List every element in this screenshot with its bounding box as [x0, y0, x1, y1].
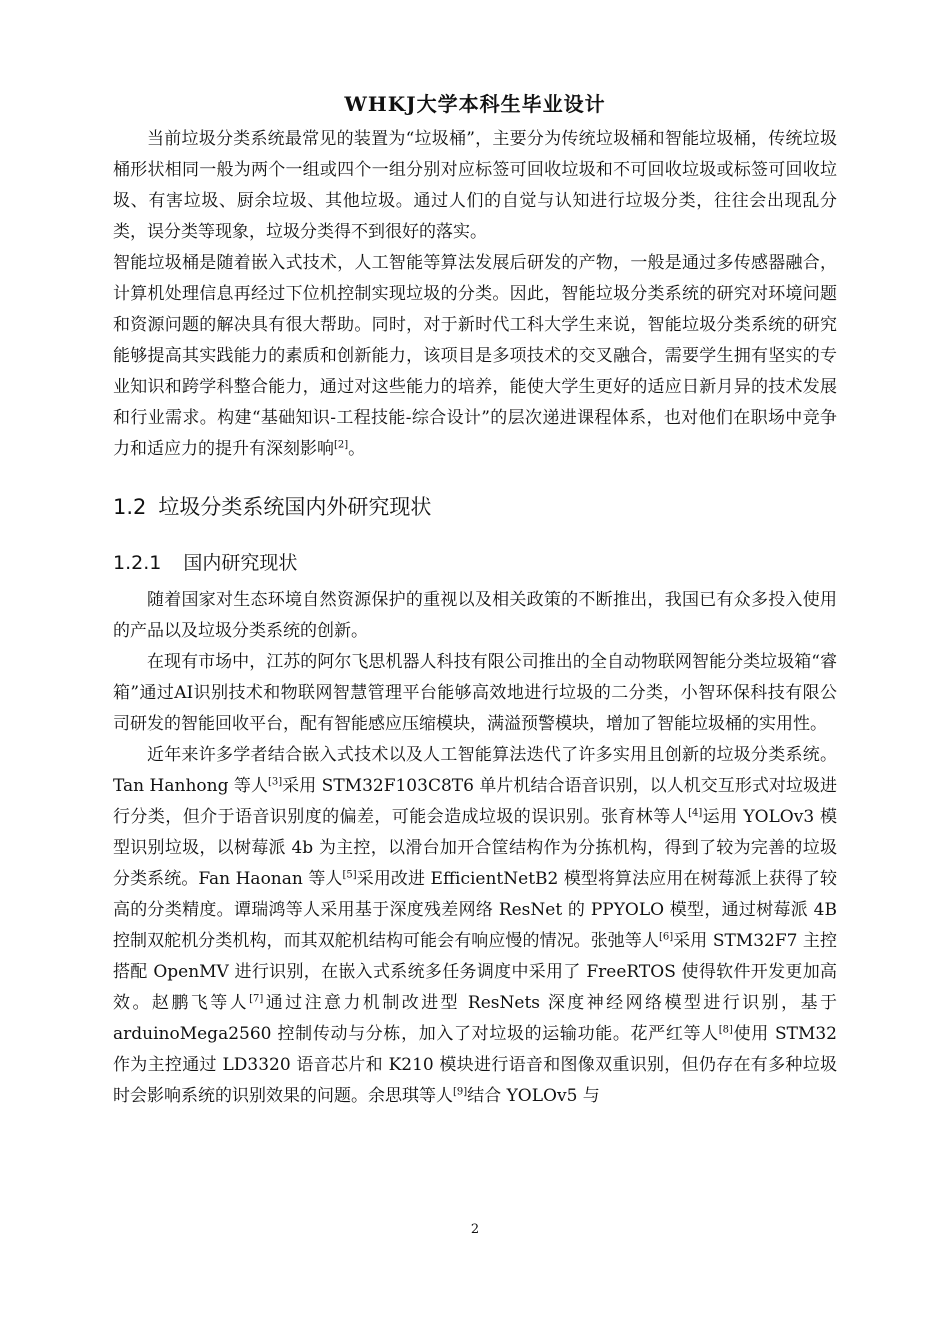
- paragraph: [113, 740, 837, 1112]
- citation-ref: [7]: [249, 993, 264, 1005]
- paragraph: [113, 585, 837, 647]
- page-number: 2: [470, 1222, 480, 1237]
- paragraph-text: 近年来许多学者结合嵌入式技术以及人工智能算法迭代了许多实用且创新的垃圾分类系统。Tan Hanhong 等人: [113, 745, 837, 796]
- section-number: 1.2: [113, 495, 147, 519]
- paragraph-text: 在现有市场中，江苏的阿尔飞思机器人科技有限公司推出的全自动物联网智能分类垃圾箱“睿箱”通过AI识别技术和物联网智慧管理平台能够高效地进行垃圾的二分类，小智环保科技有限公司研发的智能回收平台，配有智能感应压缩模块，满溢预警模块，增加了智能垃圾桶的实用性。: [113, 652, 837, 734]
- citation-ref: [5]: [342, 869, 357, 881]
- paragraph-text: 采用 STM32F7 主控搭配 OpenMV 进行识别，在嵌入式系统多任务调度中采用了 FreeRTOS 使得软件开发更加高效。赵鹏飞等人: [113, 931, 837, 1013]
- paragraph: [113, 647, 837, 740]
- body-content: [113, 124, 837, 1112]
- paragraph-text: 采用改进 EfficientNetB2 模型将算法应用在树莓派上获得了较高的分类精度。谭瑞鸿等人采用基于深度残差网络 ResNet 的 PPYOLO 模型，通过树莓派 4B 控制双舵机分类机构，而其双舵机结构可能会有响应慢的情况。张弛等人: [113, 869, 838, 951]
- paragraph-text: 采用 STM32F103C8T6 单片机结合语音识别，以人机交互形式对垃圾进行分类，但介于语音识别度的偏差，可能会造成垃圾的误识别。张育林等人: [113, 776, 837, 827]
- citation-ref: [3]: [267, 776, 283, 788]
- citation-ref: [4]: [688, 807, 703, 819]
- paragraph-text: 智能垃圾桶是随着嵌入式技术，人工智能等算法发展后研发的产物，一般是通过多传感器融合，计算机处理信息再经过下位机控制实现垃圾的分类。因此，智能垃圾分类系统的研究对环境问题和资源问题的解决具有很大帮助。同时，对于新时代工科大学生来说，智能垃圾分类系统的研究能够提高其实践能力的素质和创新能力，该项目是多项技术的交叉融合，需要学生拥有坚实的专业知识和跨学科整合能力，通过对这些能力的培养，能使大学生更好的适应日新月异的技术发展和行业需求。构建“基础知识-工程技能-综合设计”的层次递进课程体系，也对他们在职场中竞争力和适应力的提升有深刻影响: [113, 253, 837, 459]
- paragraph-text: 随着国家对生态环境自然资源保护的重视以及相关政策的不断推出，我国已有众多投入使用的产品以及垃圾分类系统的创新。: [113, 590, 837, 641]
- citation-ref: [6]: [659, 931, 674, 943]
- subsection-heading: [113, 545, 837, 581]
- paragraph-text: 当前垃圾分类系统最常见的装置为“垃圾桶”，主要分为传统垃圾桶和智能垃圾桶，传统垃圾桶形状相同一般为两个一组或四个一组分别对应标签可回收垃圾和不可回收垃圾或标签可回收垃圾、有害垃圾、厨余垃圾、其他垃圾。通过人们的自觉与认知进行垃圾分类，往往会出现乱分类，误分类等现象，垃圾分类得不到很好的落实。: [113, 129, 837, 242]
- citation-ref: [9]: [453, 1086, 468, 1098]
- paragraph-text: 结合 YOLOv5 与: [467, 1086, 600, 1106]
- paragraph-text: 通过注意力机制改进型 ResNets 深度神经网络模型进行识别，基于 arduinoMega2560 控制传动与分栋，加入了对垃圾的运输功能。花严红等人: [113, 993, 837, 1044]
- subsection-title: 国内研究现状: [183, 552, 298, 574]
- citation-ref: [8]: [718, 1024, 733, 1036]
- paragraph-text: 运用 YOLOv3 模型识别垃圾，以树莓派 4b 为主控，以滑台加开合筐结构作为分拣机构，得到了较为完善的垃圾分类系统。Fan Haonan 等人: [113, 807, 837, 889]
- paragraph-text: 。: [348, 439, 366, 459]
- subsection-number: 1.2.1: [113, 552, 162, 574]
- paragraph: [113, 248, 837, 465]
- section-heading: [113, 487, 837, 527]
- citation-ref: [2]: [334, 439, 349, 451]
- paragraph: [113, 124, 837, 248]
- section-title: 垃圾分类系统国内外研究现状: [158, 495, 432, 519]
- paragraph-text: 使用 STM32 作为主控通过 LD3320 语音芯片和 K210 模块进行语音和图像双重识别，但仍存在有多种垃圾时会影响系统的识别效果的问题。余思琪等人: [113, 1024, 837, 1106]
- running-header: WHKJ大学本科生毕业设计: [344, 92, 606, 116]
